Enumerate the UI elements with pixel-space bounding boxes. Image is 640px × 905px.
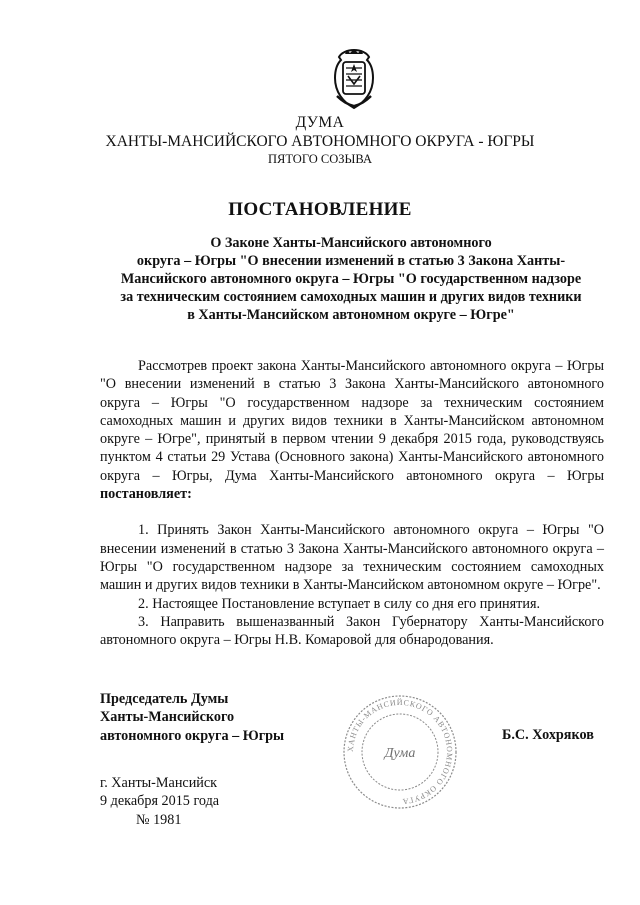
- date: 9 декабря 2015 года: [100, 793, 220, 810]
- document-body: [100, 357, 604, 649]
- position-line: Председатель Думы: [100, 691, 229, 707]
- official-stamp: [340, 692, 460, 812]
- duma-heading: ДУМА: [295, 114, 345, 131]
- signature-position: [100, 690, 284, 745]
- okrug-heading: ХАНТЫ-МАНСИЙСКОГО АВТОНОМНОГО ОКРУГА - ЮГРЫ: [105, 133, 535, 150]
- position-line: автономного округа – Югры: [100, 727, 285, 744]
- stamp-center-text: Дума: [384, 746, 416, 761]
- place-date-number: [100, 774, 219, 829]
- document-title: ПОСТАНОВЛЕНИЕ: [228, 199, 412, 220]
- stamp-ring-text: ХАНТЫ-МАНСИЙСКОГО АВТОНОМНОГО ОКРУГА: [345, 697, 455, 807]
- subject-line: в Ханты-Мансийском автономном округе – Югре": [187, 307, 515, 323]
- document-number: № 1981: [136, 811, 182, 828]
- signer-name: Б.С. Хохряков: [502, 727, 594, 743]
- convocation-heading: ПЯТОГО СОЗЫВА: [267, 152, 373, 166]
- preamble-text: Рассмотрев проект закона Ханты-Мансийского автономного округа – Югры "О внесении изменений в статью 3 Закона Ханты-Мансийского автономного округа – Югры "О государственном надзоре за техническим состоянием самоходных машин и других видов техники в Ханты-Мансийском автономном округе – Югре", принятый в первом чтении 9 декабря 2015 года, руководствуясь пунктом 4 статьи 29 Устава (Основного закона) Ханты-Мансийского автономного округа – Югры, Дума Ханты-Мансийского автономного округа – Югры: [100, 358, 604, 484]
- resolution-item-1: 1. Принять Закон Ханты-Мансийского автономного округа – Югры "О внесении изменений в статью 3 Закона Ханты-Мансийского автономного округа – Югры "О государственном надзоре за техническим состоянием самоходных машин и других видов техники в Ханты-Мансийском автономном округе – Югре".: [100, 522, 604, 594]
- resolves-word: постановляет:: [100, 486, 192, 503]
- subject-line: О Законе Ханты-Мансийского автономного: [210, 235, 492, 251]
- coat-of-arms-emblem: [331, 48, 377, 110]
- preamble-paragraph: [100, 357, 604, 503]
- subject-line: Мансийского автономного округа – Югры "О государственном надзоре: [120, 271, 582, 287]
- subject-line: округа – Югры "О внесении изменений в статью 3 Закона Ханты-: [136, 253, 566, 269]
- resolution-item-2: 2. Настоящее Постановление вступает в силу со дня его принятия.: [138, 595, 541, 612]
- position-line: Ханты-Мансийского: [100, 709, 235, 726]
- document-subject: [95, 234, 607, 324]
- resolution-item-3: 3. Направить вышеназванный Закон Губернатору Ханты-Мансийского автономного округа – Югры Н.В. Комаровой для обнародования.: [100, 613, 604, 649]
- subject-line: за техническим состоянием самоходных машин и других видов техники: [120, 289, 582, 305]
- city: г. Ханты-Мансийск: [100, 775, 218, 791]
